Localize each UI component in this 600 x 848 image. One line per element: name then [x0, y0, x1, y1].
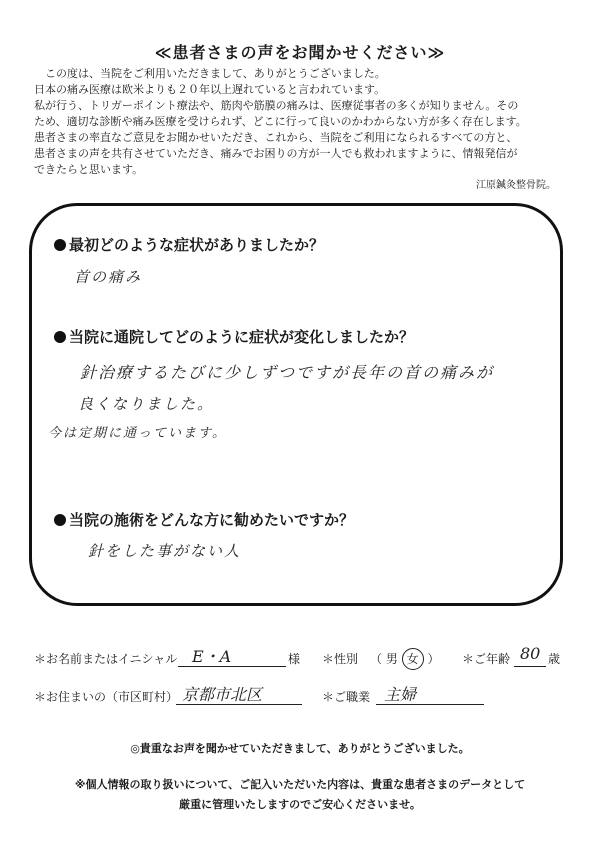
privacy-line: ※個人情報の取り扱いについて、ご記入いただいた内容は、貴重な患者さまのデータとして	[74, 778, 526, 791]
gender-close: ）	[427, 652, 440, 666]
page-title: ≪患者さまの声をお聞かせください≫	[154, 43, 446, 62]
intro-line: 患者さまの声を共有させていただき、痛みでお困りの方が一人でも救われますように、情報発信が	[34, 147, 518, 160]
question-label: 最初どのような症状がありましたか？	[69, 236, 325, 254]
gender-label: ＊性別	[322, 652, 359, 666]
age-unit: 歳	[548, 652, 561, 666]
intro-line: できたらと思います。	[34, 163, 144, 176]
question-2	[54, 326, 414, 347]
honorific: 様	[288, 652, 301, 666]
intro-text	[34, 66, 574, 178]
privacy-line: 厳重に管理いたしますのでご安心くださいませ。	[179, 798, 421, 811]
question-3	[54, 509, 354, 530]
answer-line: 良くなりました。	[78, 395, 215, 413]
gender-male[interactable]: 男	[385, 652, 398, 666]
question-label: 当院の施術をどんな方に勧めたいですか？	[69, 511, 355, 529]
intro-line: この度は、当院をご利用いただきまして、ありがとうございました。	[45, 67, 386, 80]
gender-open: （	[370, 652, 383, 666]
job-field[interactable]: 主婦	[384, 685, 417, 704]
job-label: ＊ご職業	[322, 690, 371, 704]
question-label: 当院に通院してどのように症状が変化しましたか？	[69, 328, 415, 346]
age-label: ＊ご年齢	[462, 652, 511, 666]
question-1	[54, 234, 324, 255]
intro-line: 私が行う、トリガーポイント療法や、筋肉や筋膜の痛みは、医療従事者の多くが知りません。その	[34, 99, 519, 112]
bullet-icon	[54, 514, 66, 526]
intro-line: 日本の痛み医療は欧米よりも２０年以上遅れていると言われています。	[34, 83, 386, 96]
privacy-note	[0, 775, 600, 815]
answer-line: 首の痛み	[74, 268, 143, 286]
name-field[interactable]: E・A	[192, 647, 232, 666]
gender-field[interactable]	[370, 648, 440, 670]
age-field[interactable]: 80	[520, 644, 541, 663]
address-field[interactable]: 京都市北区	[182, 685, 263, 704]
intro-line: ため、適切な診断や痛み医療を受けられず、どこに行って良いのかわからない方が多く存在します。	[34, 115, 527, 128]
answer-line: 針治療するたびに少しずつですが長年の首の痛みが	[80, 363, 495, 382]
intro-line: 患者さまの率直なご意見をお聞かせいただき、これから、当院をご利用になられるすべての方と、	[34, 131, 518, 144]
name-label: ＊お名前またはイニシャル	[34, 652, 178, 666]
answer-line: 針をした事がない人	[88, 542, 242, 560]
age-underline	[514, 666, 546, 667]
bullet-icon	[54, 331, 66, 343]
thanks-note: ◎貴重なお声を聞かせていただきまして、ありがとうございました。	[130, 742, 470, 755]
clinic-name: 江原鍼灸整骨院。	[476, 180, 556, 191]
answer-line: 今は定期に通っています。	[48, 426, 227, 441]
address-label: ＊お住まいの（市区町村）	[34, 690, 179, 704]
bullet-icon	[54, 239, 66, 251]
gender-female-selected[interactable]: 女	[402, 648, 424, 670]
